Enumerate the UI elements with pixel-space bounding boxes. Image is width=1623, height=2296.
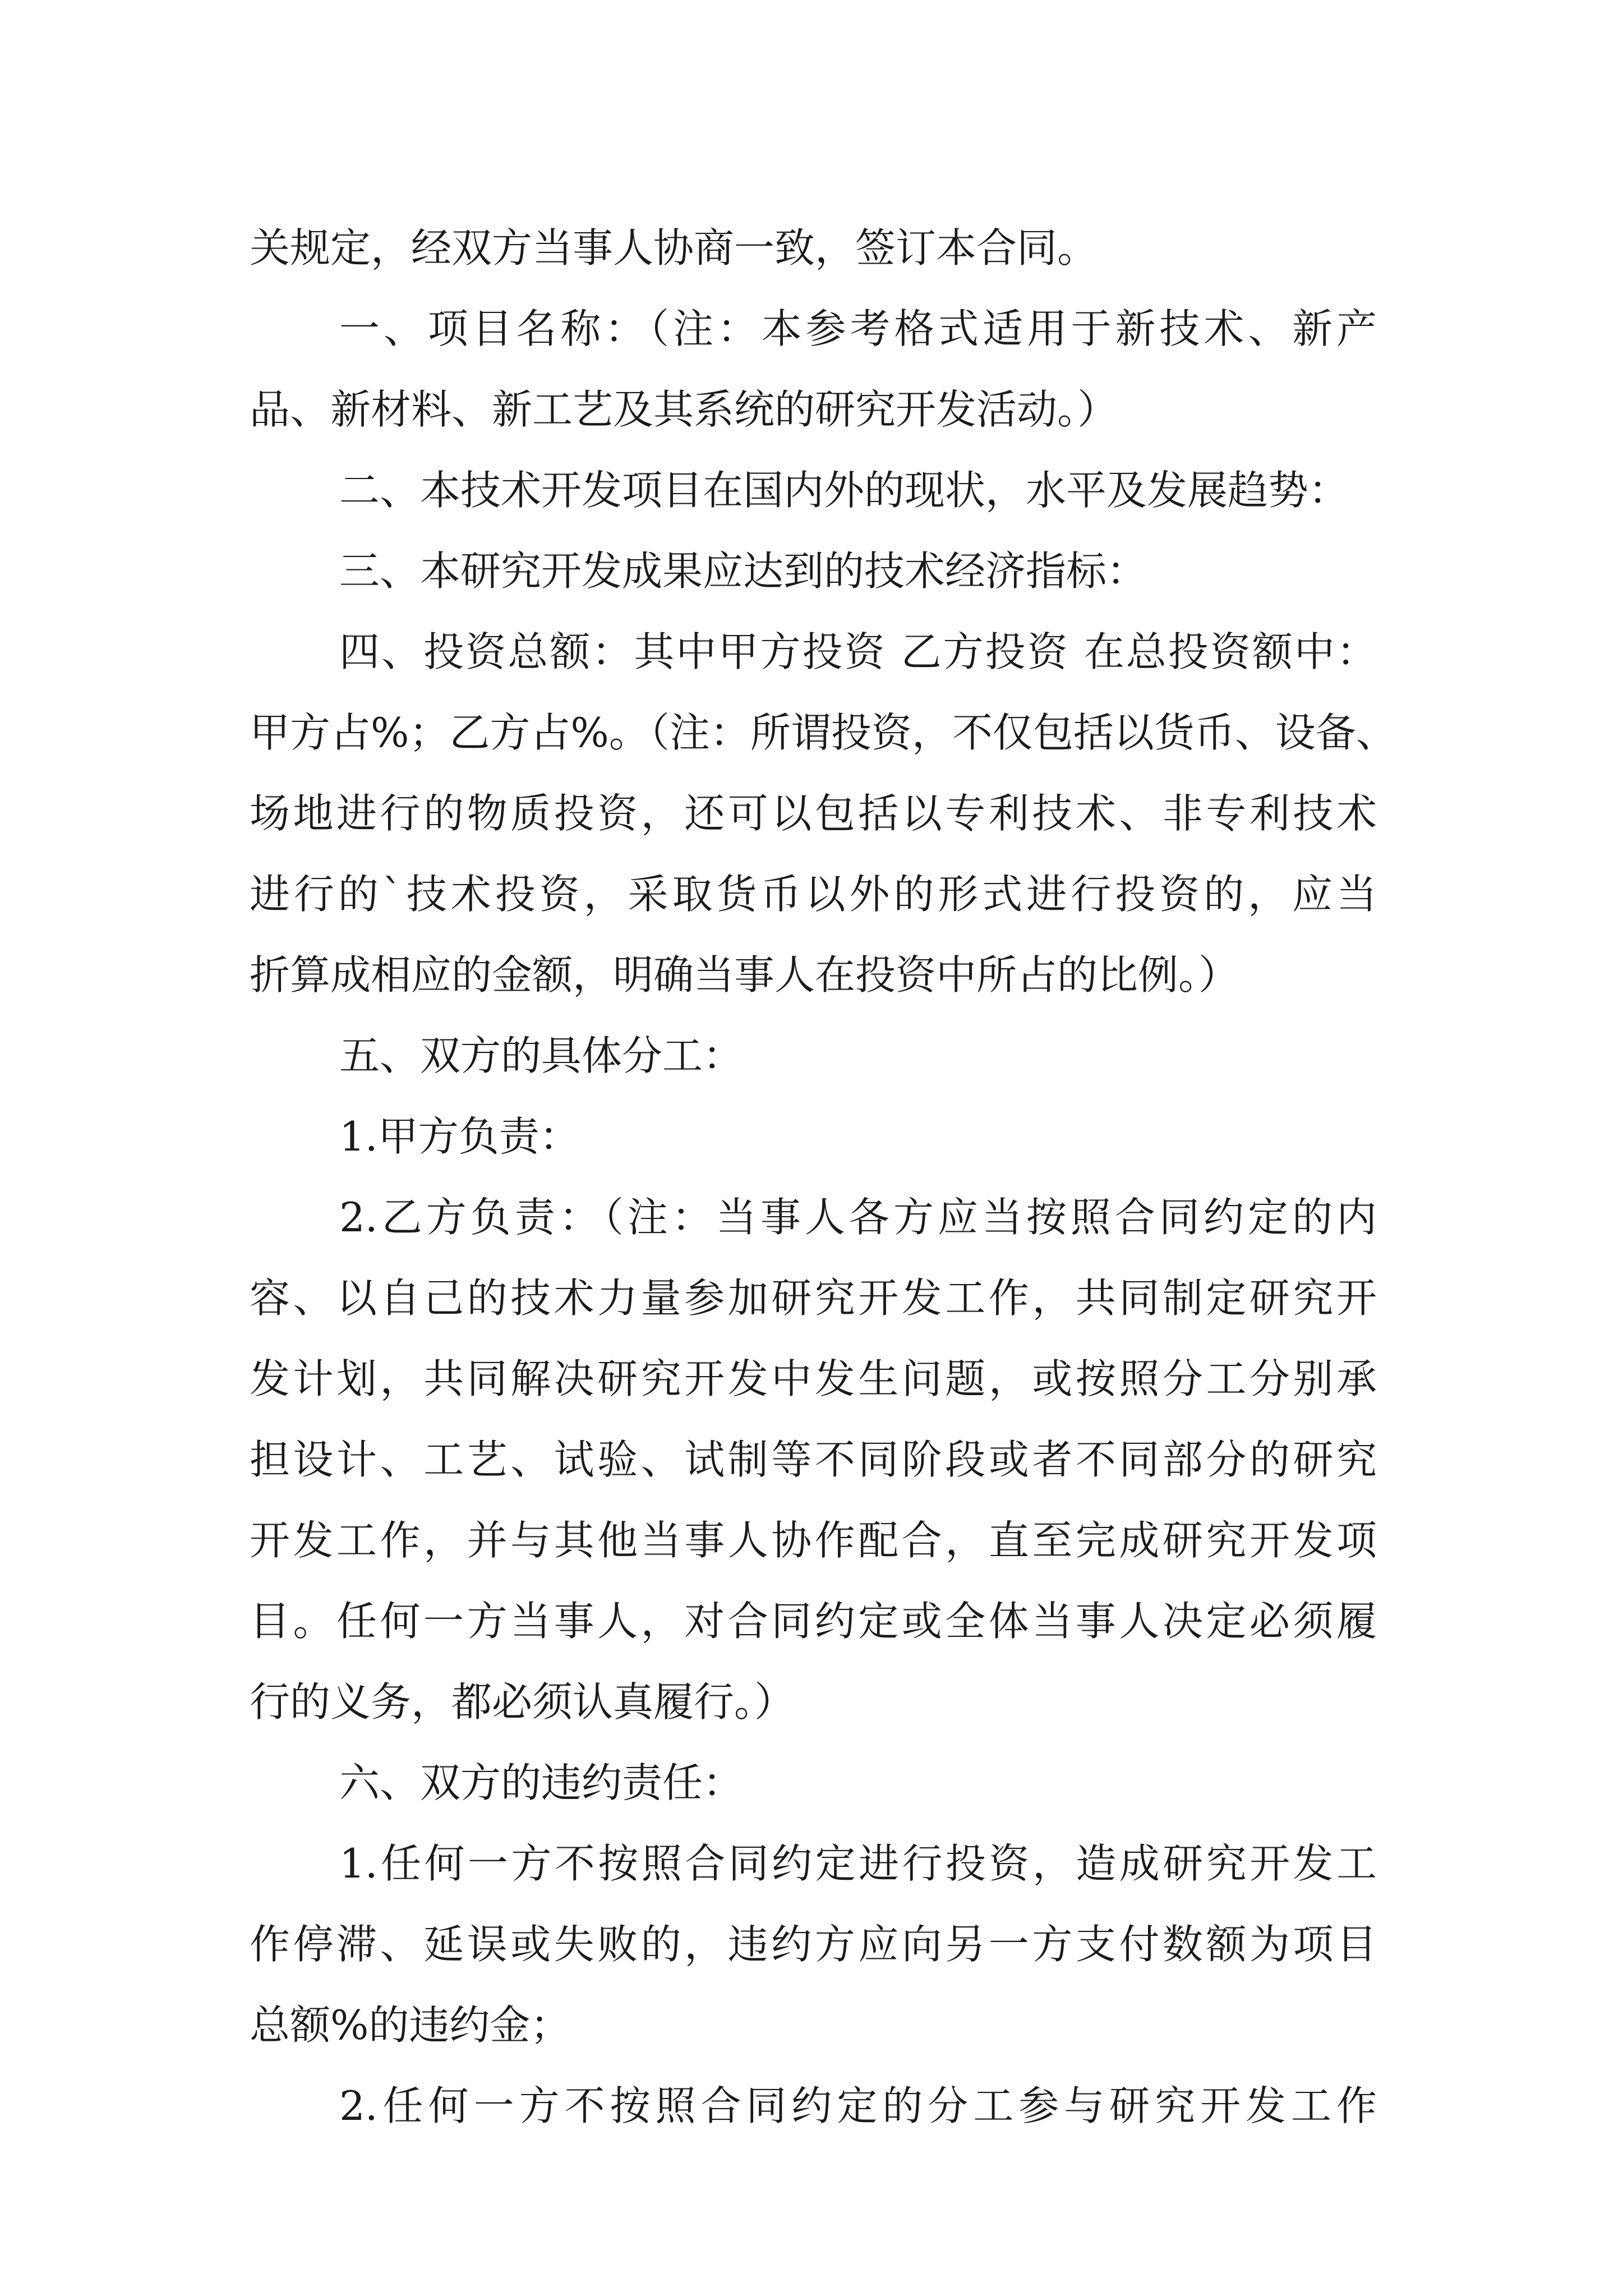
text-line: 五、双方的具体分工：: [339, 1032, 744, 1079]
text-line: 2.任何一方不按照合同约定的分工参与研究开发工作: [339, 2082, 1377, 2129]
text-line: 四、投资总额：其中甲方投资 乙方投资 在总投资额中：: [339, 628, 1377, 675]
text-line: 1.甲方负责：: [339, 1113, 580, 1160]
text-line: 1.任何一方不按照合同约定进行投资，造成研究开发工: [339, 1840, 1377, 1887]
text-line: 折算成相应的金额，明确当事人在投资中所占的比例。）: [250, 951, 1239, 999]
text-line: 行的义务，都必须认真履行。）: [250, 1678, 795, 1726]
text-line: 作停滞、延误或失败的，违约方应向另一方支付数额为项目: [250, 1921, 1377, 1968]
text-line: 担设计、工艺、试验、试制等不同阶段或者不同部分的研究: [250, 1436, 1377, 1483]
text-line: 一、项目名称：（注：本参考格式适用于新技术、新产: [339, 305, 1377, 352]
text-line: 场地进行的物质投资，还可以包括以专利技术、非专利技术: [250, 790, 1377, 837]
text-line: 甲方占%；乙方占%。（注：所谓投资，不仅包括以货币、设备、: [250, 709, 1396, 756]
text-line: 进行的`技术投资，采取货币以外的形式进行投资的，应当: [250, 871, 1377, 918]
document-body: [250, 208, 1396, 2146]
text-line: 目。任何一方当事人，对合同约定或全体当事人决定必须履: [250, 1598, 1377, 1645]
text-line: 三、本研究开发成果应达到的技术经济指标：: [339, 547, 1147, 595]
text-line: 发计划，共同解决研究开发中发生问题，或按照分工分别承: [250, 1355, 1377, 1402]
text-line: 容、以自己的技术力量参加研究开发工作，共同制定研究开: [250, 1274, 1377, 1322]
text-line: 关规定，经双方当事人协商一致，签订本合同。: [250, 224, 1098, 272]
text-line: 总额%的违约金；: [250, 2001, 571, 2049]
text-line: 六、双方的违约责任：: [339, 1759, 744, 1806]
text-line: 品、新材料、新工艺及其系统的研究开发活动。）: [250, 386, 1118, 433]
text-line: 2.乙方负责：（注：当事人各方应当按照合同约定的内: [339, 1194, 1377, 1241]
text-line: 二、本技术开发项目在国内外的现状，水平及发展趋势：: [339, 467, 1349, 514]
text-line: 开发工作，并与其他当事人协作配合，直至完成研究开发项: [250, 1517, 1377, 1564]
